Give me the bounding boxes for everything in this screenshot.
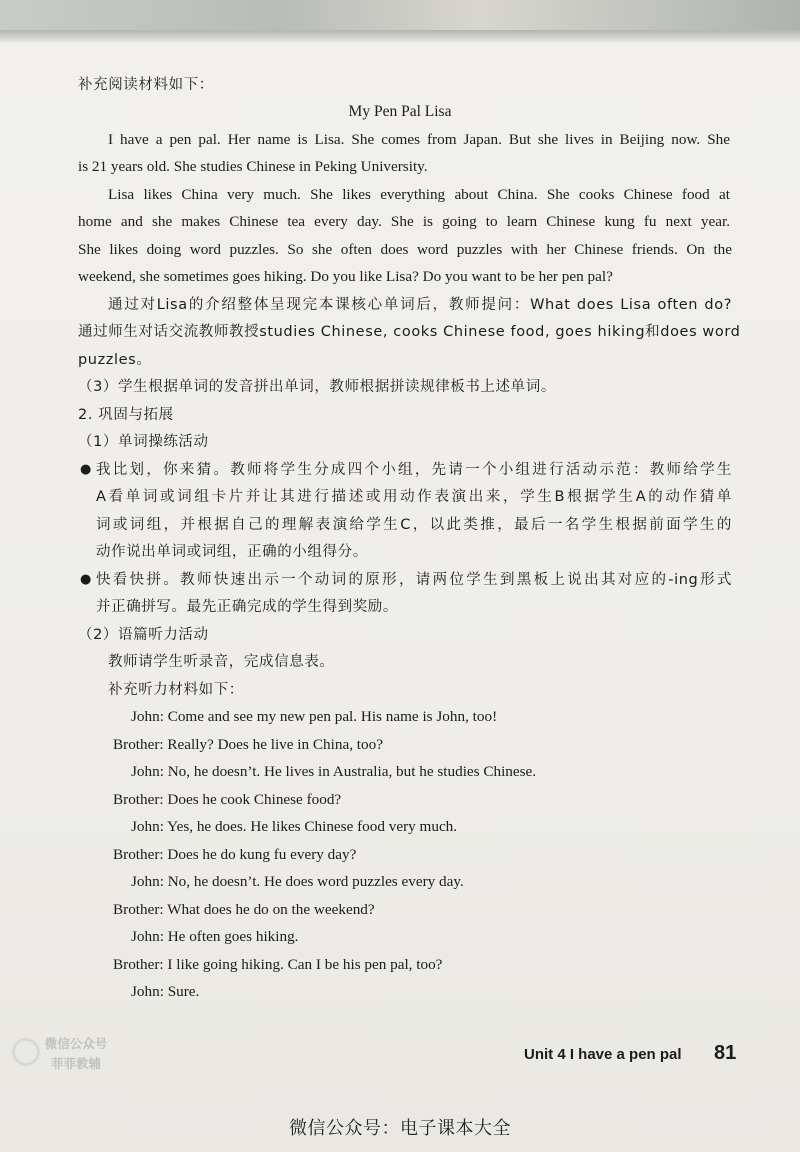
paragraph-line: puzzles。 bbox=[78, 352, 152, 368]
source-note: 微信公众号：电子课本大全 bbox=[289, 1118, 511, 1139]
section-heading: 2. 巩固与拓展 bbox=[78, 407, 174, 423]
unit-footer: Unit 4 I have a pen pal bbox=[524, 1046, 682, 1063]
dialogue-line: John: No, he doesn’t. He does word puzzles every day. bbox=[131, 873, 464, 890]
paragraph-line: I have a pen pal. Her name is Lisa. She comes from Japan. But she lives in Beijing now. She bbox=[108, 131, 730, 148]
dialogue-line: John: Sure. bbox=[131, 983, 200, 1000]
dialogue-line: John: Yes, he does. He likes Chinese food very much. bbox=[131, 818, 458, 835]
bullet-dot-icon: ● bbox=[80, 572, 92, 587]
dialogue-line: Brother: I like going hiking. Can I be his pen pal, too? bbox=[113, 956, 443, 973]
reading-title: My Pen Pal Lisa bbox=[348, 103, 452, 120]
bullet-line: 词或词组，并根据自己的理解表演给学生C，以此类推，最后一名学生根据前面学生的 bbox=[96, 517, 732, 533]
paragraph-line: She likes doing word puzzles. So she often does word puzzles with her Chinese friends. On the bbox=[78, 241, 732, 258]
bullet-dot-icon: ● bbox=[80, 462, 92, 477]
dialogue-line: Brother: Does he do kung fu every day? bbox=[113, 846, 357, 863]
paragraph-line: Lisa likes China very much. She likes everything about China. She cooks Chinese food at bbox=[108, 186, 730, 203]
subsection-heading: （1）单词操练活动 bbox=[78, 434, 209, 450]
watermark bbox=[20, 1034, 132, 1086]
paragraph-line: home and she makes Chinese tea every day. She is going to learn Chinese kung fu next year. bbox=[78, 213, 730, 230]
dialogue-line: John: No, he doesn’t. He lives in Australia, but he studies Chinese. bbox=[131, 763, 537, 780]
subsection-heading: （2）语篇听力活动 bbox=[78, 627, 209, 643]
supplementary-reading-heading: 补充阅读材料如下： bbox=[78, 77, 214, 93]
listening-material-heading: 补充听力材料如下： bbox=[108, 682, 244, 698]
dialogue-line: John: He often goes hiking. bbox=[131, 928, 299, 945]
page-number: 81 bbox=[714, 1042, 737, 1064]
bullet-line: 我比划，你来猜。教师将学生分成四个小组，先请一个小组进行活动示范：教师给学生 bbox=[96, 462, 732, 478]
paragraph-line: 通过师生对话交流教师教授studies Chinese, cooks Chinese food, goes hiking和does word bbox=[78, 324, 741, 340]
watermark-logo-icon bbox=[12, 1038, 40, 1066]
paragraph-line: is 21 years old. She studies Chinese in Peking University. bbox=[78, 158, 428, 175]
step-3-text: （3）学生根据单词的发音拼出单词，教师根据拼读规律板书上述单词。 bbox=[78, 379, 556, 395]
dialogue-line: Brother: Does he cook Chinese food? bbox=[113, 791, 342, 808]
dialogue-line: Brother: Really? Does he live in China, too? bbox=[113, 736, 383, 753]
bullet-line: A看单词或词组卡片并让其进行描述或用动作表演出来，学生B根据学生A的动作猜单 bbox=[96, 489, 732, 505]
dialogue-line: Brother: What does he do on the weekend? bbox=[113, 901, 375, 918]
watermark-line: 菲菲教辅 bbox=[50, 1056, 101, 1071]
listening-instruction: 教师请学生听录音，完成信息表。 bbox=[108, 654, 335, 670]
top-banner-strip bbox=[0, 0, 800, 42]
watermark-line: 微信公众号 bbox=[44, 1036, 108, 1051]
dialogue-line: John: Come and see my new pen pal. His name is John, too! bbox=[131, 708, 498, 725]
paragraph-line: weekend, she sometimes goes hiking. Do you like Lisa? Do you want to be her pen pal? bbox=[78, 268, 613, 285]
bullet-line: 快看快拼。教师快速出示一个动词的原形，请两位学生到黑板上说出其对应的-ing形式 bbox=[96, 572, 732, 588]
bullet-line: 并正确拼写。最先正确完成的学生得到奖励。 bbox=[96, 599, 398, 615]
bullet-line: 动作说出单词或词组，正确的小组得分。 bbox=[96, 544, 368, 560]
paragraph-line: 通过对Lisa的介绍整体呈现完本课核心单词后，教师提问：What does Lisa often do? bbox=[108, 297, 732, 313]
